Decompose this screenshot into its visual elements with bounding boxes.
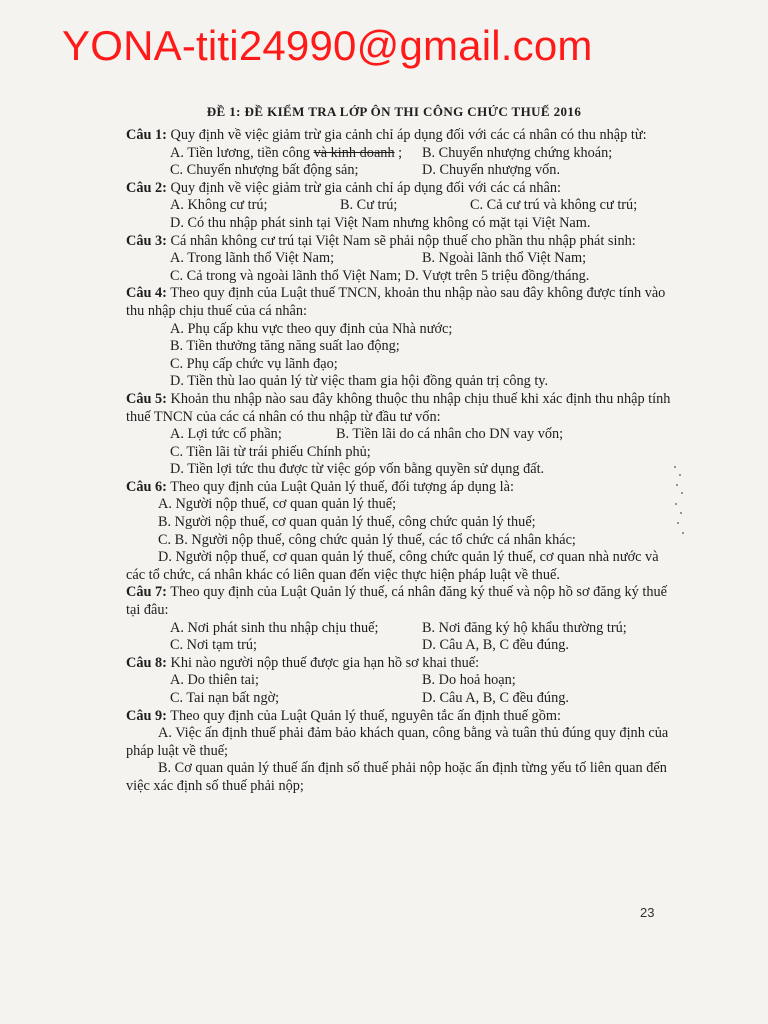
q1-row-cd [126, 162, 674, 180]
page-number: 23 [640, 905, 655, 920]
q1-option-c: C. Chuyển nhượng bất động sản; [170, 162, 359, 179]
email-watermark: YONA-titi24990@gmail.com [62, 22, 593, 69]
q5-row-ab [126, 426, 674, 444]
q3-option-d: D. Vượt trên 5 triệu đồng/tháng. [404, 267, 590, 284]
q2-option-c: C. Cả cư trú và không cư trú; [470, 197, 638, 214]
q7-row-cd [126, 637, 674, 655]
q9-option-a: A. Việc ấn định thuế phải đảm bảo khách quan, công bằng và tuân thủ đúng quy định của pháp luật về thuế; [126, 725, 669, 759]
question-6: Câu 6: Theo quy định của Luật Quản lý thuế, đối tượng áp dụng là: [126, 478, 514, 495]
q3-option-b: B. Ngoài lãnh thổ Việt Nam; [422, 250, 587, 267]
q2-option-b: B. Cư trú; [340, 197, 398, 214]
scan-speckles [672, 462, 686, 542]
q2-row-abc [126, 197, 674, 215]
q3-row-ab [126, 250, 674, 268]
q7-option-d: D. Câu A, B, C đều đúng. [422, 637, 569, 654]
q8-option-b: B. Do hoả hoạn; [422, 672, 516, 689]
question-5: Câu 5: Khoản thu nhập nào sau đây không thuộc thu nhập chịu thuế khi xác định thu nhập tính thuế TNCN của các cá nhân có thu nhập từ đầu tư vốn: [126, 390, 671, 425]
q3-option-a: A. Trong lãnh thổ Việt Nam; [170, 250, 335, 267]
question-8: Câu 8: Khi nào người nộp thuế được gia hạn hồ sơ khai thuế: [126, 654, 480, 671]
question-9: Câu 9: Theo quy định của Luật Quản lý thuế, nguyên tắc ấn định thuế gồm: [126, 707, 561, 724]
q5-option-c: C. Tiền lãi từ trái phiếu Chính phủ; [170, 443, 371, 460]
q4-option-c: C. Phụ cấp chức vụ lãnh đạo; [170, 355, 338, 372]
q1-option-b: B. Chuyển nhượng chứng khoán; [422, 144, 613, 161]
q4-option-a: A. Phụ cấp khu vực theo quy định của Nhà nước; [170, 320, 453, 337]
q7-row-ab [126, 620, 674, 638]
q9-option-b: B. Cơ quan quản lý thuế ấn định số thuế phải nộp hoặc ấn định từng yếu tố liên quan đến việc xác định số thuế phải nộp; [126, 760, 667, 794]
q3-option-c: C. Cả trong và ngoài lãnh thổ Việt Nam; [170, 267, 402, 284]
q7-option-c: C. Nơi tạm trú; [170, 637, 257, 654]
q6-option-d: D. Người nộp thuế, cơ quan quản lý thuế, công chức quản lý thuế, cơ quan nhà nước và các tổ chức, cá nhân khác có liên quan đến việc thực hiện pháp luật về thuế. [126, 549, 659, 583]
q5-option-d: D. Tiền lợi tức thu được từ việc góp vốn bằng quyền sử dụng đất. [170, 461, 545, 478]
q6-option-b: B. Người nộp thuế, cơ quan quản lý thuế, công chức quản lý thuế; [158, 514, 536, 531]
exam-title: ĐỀ 1: ĐỀ KIỂM TRA LỚP ÔN THI CÔNG CHỨC THUẾ 2016 [206, 104, 582, 119]
q8-row-cd [126, 690, 674, 708]
question-2: Câu 2: Quy định về việc giảm trừ gia cảnh chỉ áp dụng đối với các cá nhân: [126, 179, 561, 196]
q6-option-c: C. B. Người nộp thuế, công chức quản lý thuế, các tổ chức cá nhân khác; [158, 531, 576, 548]
q8-option-c: C. Tai nạn bất ngờ; [170, 690, 280, 706]
question-3: Câu 3: Cá nhân không cư trú tại Việt Nam sẽ phải nộp thuế cho phần thu nhập phát sinh: [126, 232, 636, 249]
exam-body [126, 127, 674, 796]
q1-option-a: A. Tiền lương, tiền công và kinh doanh ; [170, 144, 403, 161]
q8-option-a: A. Do thiên tai; [170, 672, 259, 689]
q4-option-b: B. Tiền thưởng tăng năng suất lao động; [170, 338, 400, 355]
question-4: Câu 4: Theo quy định của Luật thuế TNCN, khoản thu nhập nào sau đây không được tính vào thu nhập chịu thuế của cá nhân: [126, 285, 666, 319]
q3-row-cd [126, 268, 674, 286]
q6-option-a: A. Người nộp thuế, cơ quan quản lý thuế; [158, 496, 397, 513]
q8-option-d: D. Câu A, B, C đều đúng. [422, 690, 569, 706]
q2-option-d: D. Có thu nhập phát sinh tại Việt Nam nhưng không có mặt tại Việt Nam. [170, 214, 591, 231]
q4-option-d: D. Tiền thù lao quản lý từ việc tham gia hội đồng quản trị công ty. [170, 373, 549, 390]
q5-option-a: A. Lợi tức cổ phần; [170, 426, 282, 443]
question-1: Câu 1: Quy định về việc giảm trừ gia cảnh chỉ áp dụng đối với các cá nhân có thu nhập từ: [126, 127, 647, 143]
q1-row-ab [126, 145, 674, 163]
q1-option-d: D. Chuyển nhượng vốn. [422, 162, 561, 179]
q2-option-a: A. Không cư trú; [170, 197, 268, 214]
q7-option-b: B. Nơi đăng ký hộ khẩu thường trú; [422, 619, 627, 636]
q8-row-ab [126, 672, 674, 690]
q7-option-a: A. Nơi phát sinh thu nhập chịu thuế; [170, 619, 379, 636]
q5-option-b: B. Tiền lãi do cá nhân cho DN vay vốn; [336, 426, 564, 443]
question-7: Câu 7: Theo quy định của Luật Quản lý thuế, cá nhân đăng ký thuế và nộp hồ sơ đăng ký thuế tại đâu: [126, 584, 667, 619]
